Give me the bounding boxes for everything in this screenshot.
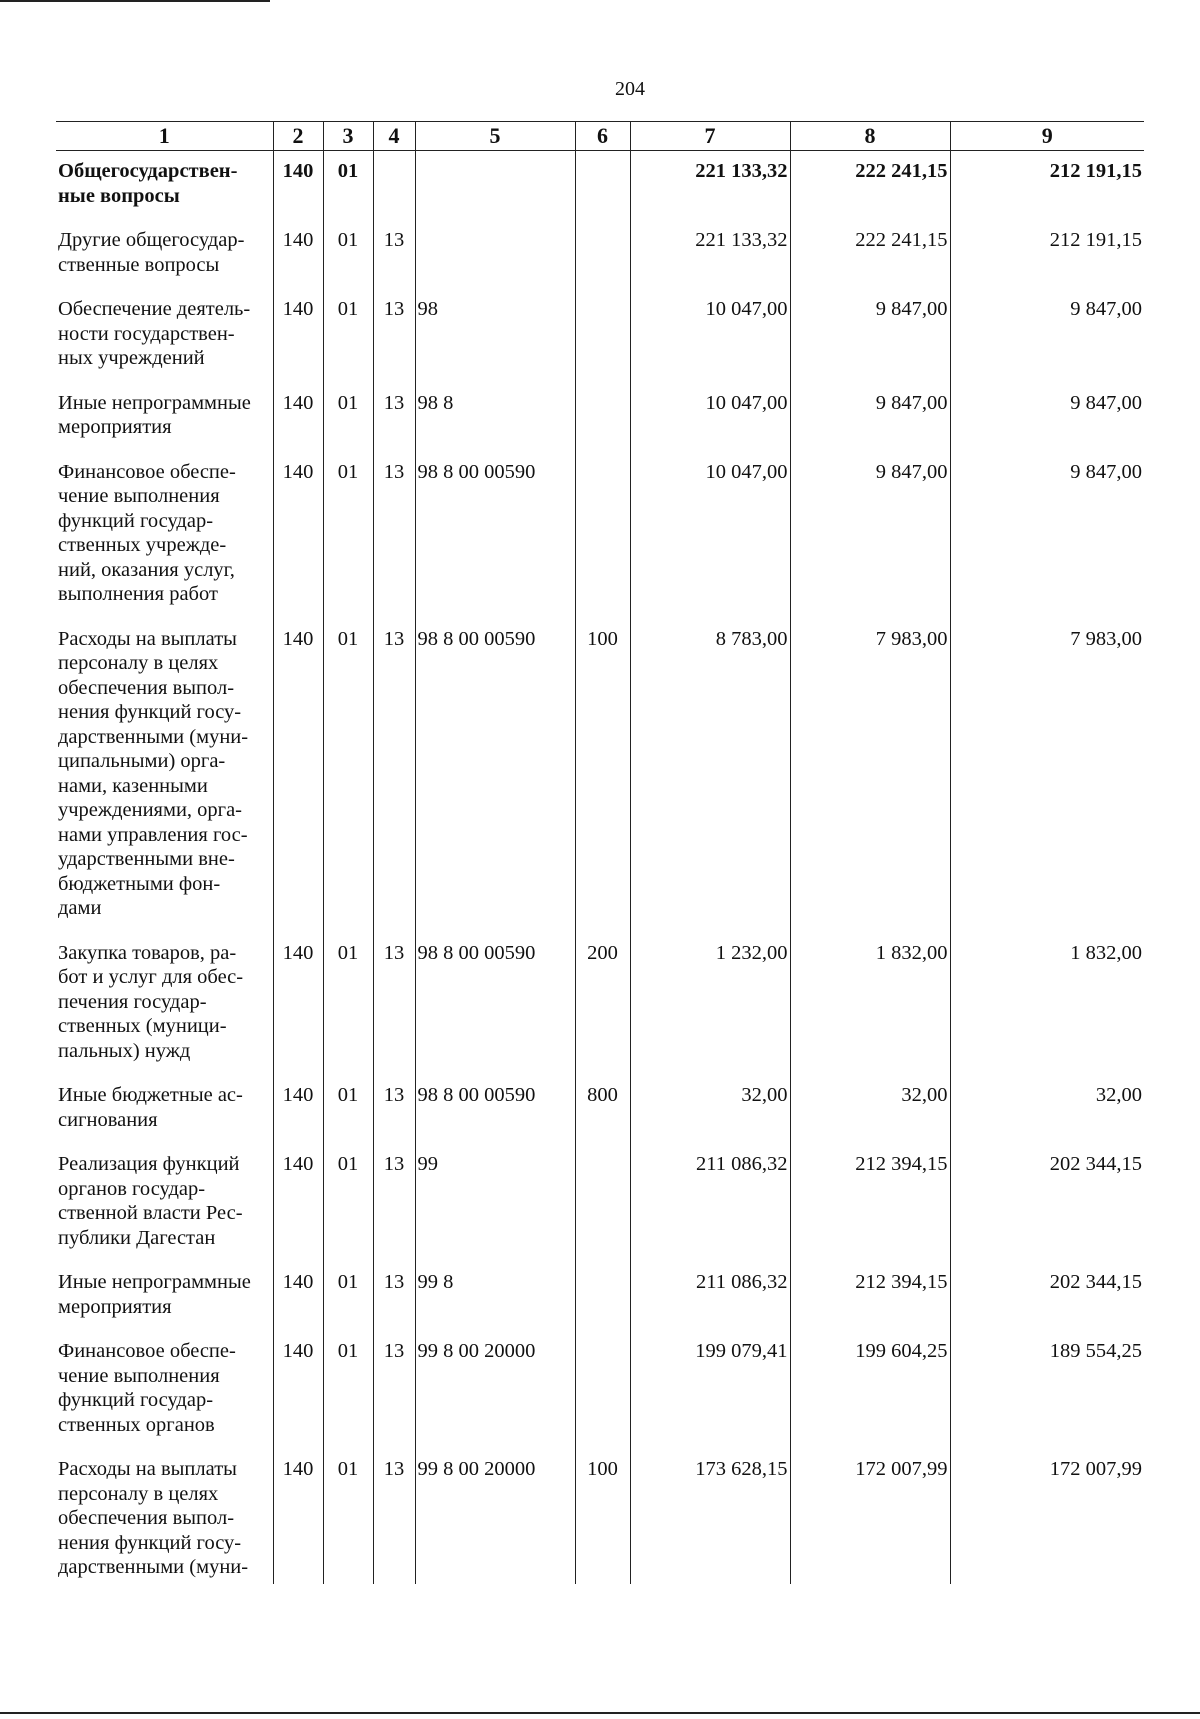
cell-col8: 212 394,15 — [790, 1262, 950, 1331]
cell-col5: 98 8 00 00590 — [415, 1075, 575, 1144]
column-header: 1 — [56, 122, 273, 151]
column-header: 4 — [373, 122, 415, 151]
cell-col6 — [575, 452, 630, 619]
cell-col7: 221 133,32 — [630, 151, 790, 221]
cell-col5: 98 — [415, 289, 575, 383]
cell-col3: 01 — [323, 289, 373, 383]
cell-col4: 13 — [373, 383, 415, 452]
cell-col8: 222 241,15 — [790, 151, 950, 221]
row-name-cell: Финансовое обеспе- чение выполнения функций государ- ственных органов — [58, 1340, 236, 1436]
cell-col3: 01 — [323, 1262, 373, 1331]
cell-col8: 32,00 — [790, 1075, 950, 1144]
cell-col2: 140 — [273, 1331, 323, 1449]
row-name-cell: Иные бюджетные ас- сигнования — [58, 1084, 243, 1131]
cell-col7: 173 628,15 — [630, 1449, 790, 1584]
table-row — [56, 1331, 1144, 1449]
cell-col7: 1 232,00 — [630, 933, 790, 1076]
cell-col8: 199 604,25 — [790, 1331, 950, 1449]
column-header: 3 — [323, 122, 373, 151]
cell-col6 — [575, 383, 630, 452]
cell-col7: 32,00 — [630, 1075, 790, 1144]
column-header: 5 — [415, 122, 575, 151]
row-name-cell: Расходы на выплаты персоналу в целях обеспечения выпол- нения функций госу- дарственными (муни- — [58, 1458, 249, 1578]
cell-col3: 01 — [323, 1075, 373, 1144]
table-row — [56, 1075, 1144, 1144]
cell-col9: 189 554,25 — [950, 1331, 1144, 1449]
budget-table — [56, 121, 1144, 1584]
cell-col4: 13 — [373, 1075, 415, 1144]
cell-col6 — [575, 1331, 630, 1449]
row-name-cell: Иные непрограммные мероприятия — [58, 391, 251, 438]
cell-col4: 13 — [373, 289, 415, 383]
table-row — [56, 151, 1144, 221]
cell-col2: 140 — [273, 220, 323, 289]
cell-col7: 10 047,00 — [630, 289, 790, 383]
cell-col6: 200 — [575, 933, 630, 1076]
cell-col3: 01 — [323, 933, 373, 1076]
cell-col7: 10 047,00 — [630, 383, 790, 452]
cell-col4: 13 — [373, 220, 415, 289]
cell-col8: 1 832,00 — [790, 933, 950, 1076]
cell-col9: 32,00 — [950, 1075, 1144, 1144]
cell-col2: 140 — [273, 619, 323, 933]
cell-col2: 140 — [273, 1075, 323, 1144]
cell-col5 — [415, 151, 575, 221]
cell-col9: 1 832,00 — [950, 933, 1144, 1076]
cell-col5: 98 8 00 00590 — [415, 452, 575, 619]
cell-col5: 98 8 00 00590 — [415, 933, 575, 1076]
cell-col5: 99 8 00 20000 — [415, 1449, 575, 1584]
cell-col9: 7 983,00 — [950, 619, 1144, 933]
cell-col7: 211 086,32 — [630, 1262, 790, 1331]
cell-col9: 212 191,15 — [950, 220, 1144, 289]
cell-col4: 13 — [373, 1449, 415, 1584]
cell-col6 — [575, 1144, 630, 1262]
table-body — [56, 151, 1144, 1584]
cell-col7: 8 783,00 — [630, 619, 790, 933]
cell-col3: 01 — [323, 1331, 373, 1449]
cell-col5: 99 8 — [415, 1262, 575, 1331]
table-row — [56, 452, 1144, 619]
table-row — [56, 220, 1144, 289]
cell-col9: 9 847,00 — [950, 383, 1144, 452]
cell-col3: 01 — [323, 1144, 373, 1262]
cell-col2: 140 — [273, 1449, 323, 1584]
table-row — [56, 1449, 1144, 1584]
row-name-cell: Обеспечение деятель- ности государствен- ных учреждений — [58, 298, 251, 369]
cell-col9: 9 847,00 — [950, 289, 1144, 383]
row-name-cell: Реализация функций органов государ- ственной власти Рес- публики Дагестан — [58, 1153, 243, 1249]
cell-col4: 13 — [373, 933, 415, 1076]
cell-col2: 140 — [273, 1144, 323, 1262]
cell-col6: 100 — [575, 619, 630, 933]
cell-col2: 140 — [273, 289, 323, 383]
cell-col3: 01 — [323, 452, 373, 619]
cell-col4 — [373, 151, 415, 221]
row-name-cell: Иные непрограммные мероприятия — [58, 1271, 251, 1318]
cell-col3: 01 — [323, 383, 373, 452]
cell-col2: 140 — [273, 1262, 323, 1331]
column-header: 7 — [630, 122, 790, 151]
cell-col5: 99 — [415, 1144, 575, 1262]
cell-col3: 01 — [323, 220, 373, 289]
cell-col3: 01 — [323, 151, 373, 221]
row-name-cell: Общегосударствен- ные вопросы — [58, 160, 238, 207]
column-header: 8 — [790, 122, 950, 151]
row-name-cell: Другие общегосудар- ственные вопросы — [58, 229, 245, 276]
cell-col3: 01 — [323, 619, 373, 933]
cell-col9: 172 007,99 — [950, 1449, 1144, 1584]
cell-col7: 199 079,41 — [630, 1331, 790, 1449]
cell-col2: 140 — [273, 151, 323, 221]
top-rule — [0, 0, 270, 2]
cell-col6 — [575, 220, 630, 289]
cell-col6: 100 — [575, 1449, 630, 1584]
cell-col9: 212 191,15 — [950, 151, 1144, 221]
cell-col4: 13 — [373, 452, 415, 619]
cell-col3: 01 — [323, 1449, 373, 1584]
cell-col8: 222 241,15 — [790, 220, 950, 289]
cell-col8: 212 394,15 — [790, 1144, 950, 1262]
bottom-rule — [0, 1712, 1200, 1714]
row-name-cell: Закупка товаров, ра- бот и услуг для обес- печения государ- ственных (муници- пальных) нужд — [58, 941, 244, 1062]
cell-col4: 13 — [373, 619, 415, 933]
table-row — [56, 1262, 1144, 1331]
table-row — [56, 619, 1144, 933]
cell-col8: 9 847,00 — [790, 383, 950, 452]
column-header: 2 — [273, 122, 323, 151]
row-name-cell: Расходы на выплаты персоналу в целях обеспечения выпол- нения функций госу- дарственными (муни- ципальными) орга- нами, казенными учреждениями, орга- нами управления гос- ударственными вне- бюджетными фон- дами — [58, 627, 249, 919]
cell-col2: 140 — [273, 383, 323, 452]
cell-col6 — [575, 289, 630, 383]
cell-col2: 140 — [273, 933, 323, 1076]
table-row — [56, 1144, 1144, 1262]
column-header: 6 — [575, 122, 630, 151]
table-row — [56, 933, 1144, 1076]
cell-col5: 98 8 00 00590 — [415, 619, 575, 933]
cell-col2: 140 — [273, 452, 323, 619]
table-row — [56, 289, 1144, 383]
cell-col4: 13 — [373, 1144, 415, 1262]
cell-col9: 9 847,00 — [950, 452, 1144, 619]
cell-col5 — [415, 220, 575, 289]
cell-col6 — [575, 1262, 630, 1331]
table-row — [56, 383, 1144, 452]
cell-col4: 13 — [373, 1262, 415, 1331]
page-number: 204 — [615, 78, 645, 100]
cell-col5: 98 8 — [415, 383, 575, 452]
cell-col4: 13 — [373, 1331, 415, 1449]
cell-col8: 9 847,00 — [790, 289, 950, 383]
cell-col7: 211 086,32 — [630, 1144, 790, 1262]
cell-col8: 172 007,99 — [790, 1449, 950, 1584]
cell-col8: 9 847,00 — [790, 452, 950, 619]
cell-col5: 99 8 00 20000 — [415, 1331, 575, 1449]
cell-col6 — [575, 151, 630, 221]
cell-col7: 10 047,00 — [630, 452, 790, 619]
header-row — [56, 122, 1144, 151]
cell-col9: 202 344,15 — [950, 1262, 1144, 1331]
cell-col7: 221 133,32 — [630, 220, 790, 289]
column-header: 9 — [950, 122, 1144, 151]
cell-col6: 800 — [575, 1075, 630, 1144]
cell-col9: 202 344,15 — [950, 1144, 1144, 1262]
cell-col8: 7 983,00 — [790, 619, 950, 933]
row-name-cell: Финансовое обеспе- чение выполнения функций государ- ственных учрежде- ний, оказания услуг, выполнения работ — [58, 460, 236, 605]
